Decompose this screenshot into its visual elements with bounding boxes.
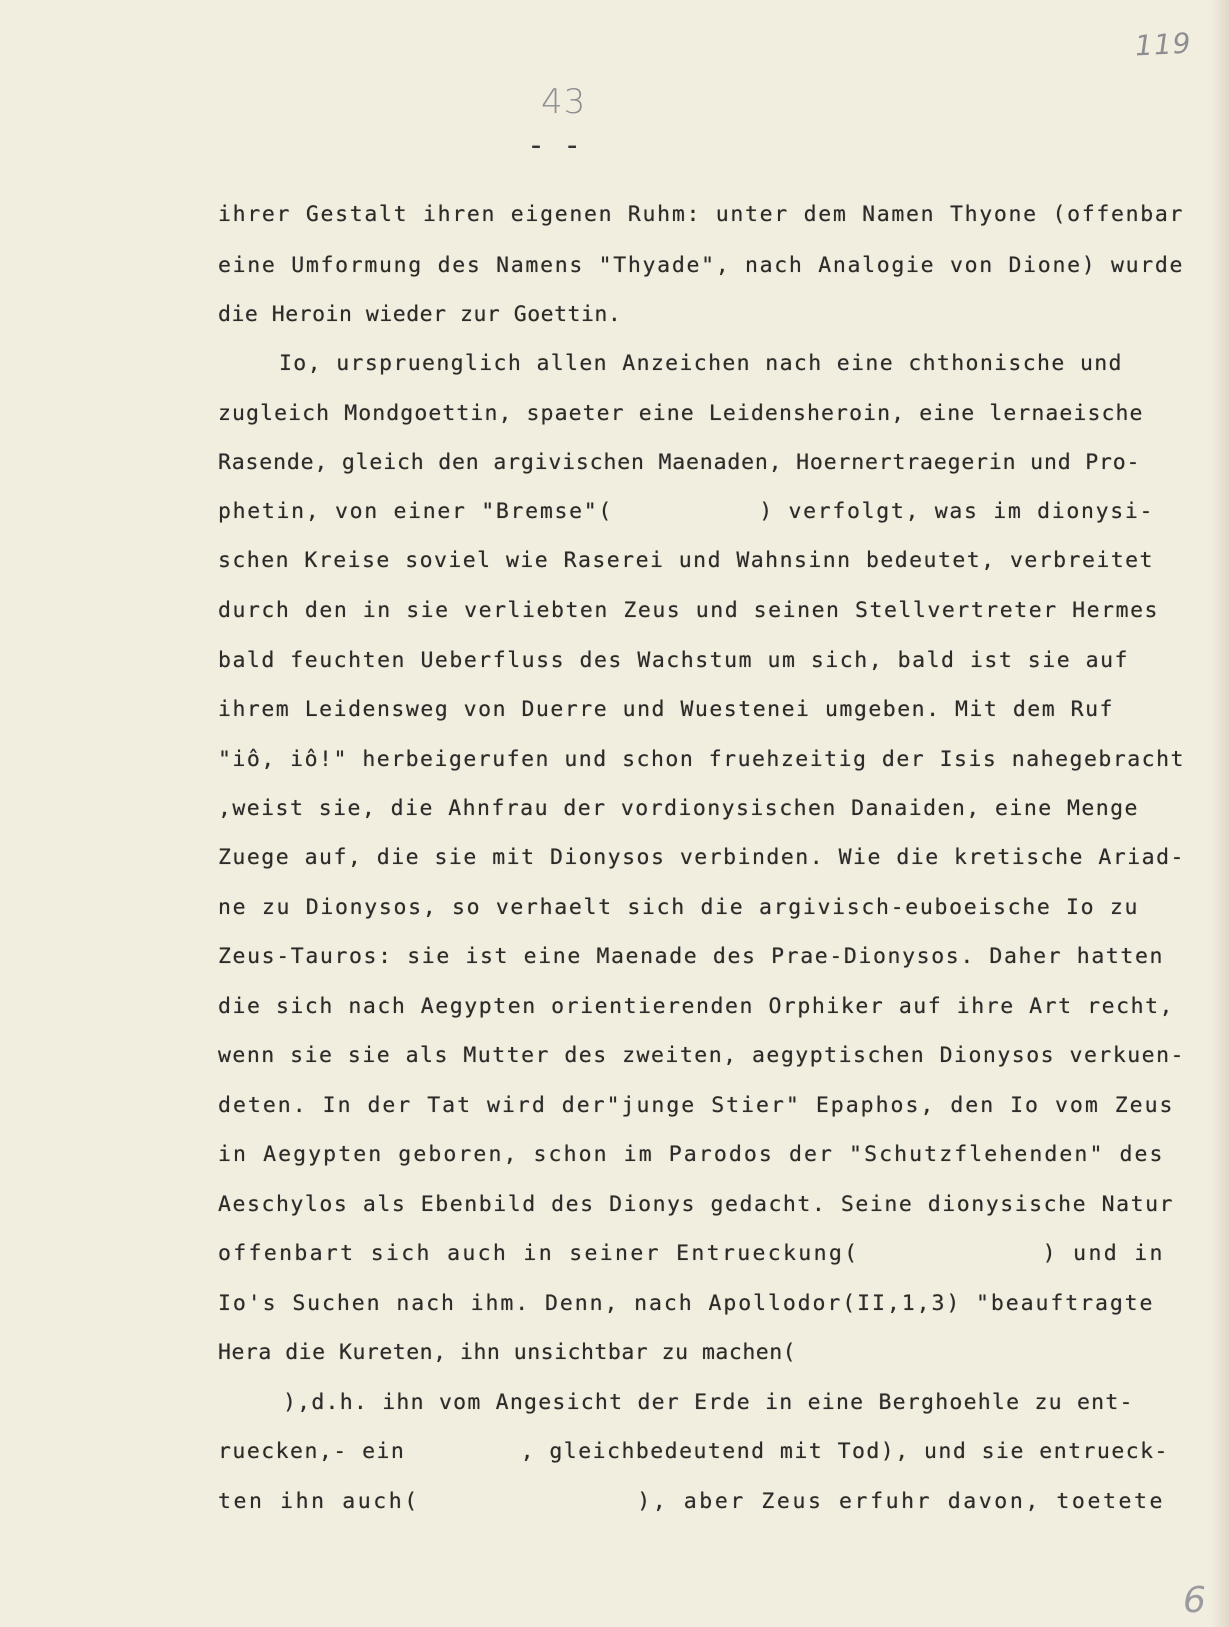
page-edge-shadow — [1211, 0, 1229, 1627]
text-line: wenn sie sie als Mutter des zweiten, aegyptischen Dionysos verkuen- — [218, 1043, 1185, 1068]
text-line: Io's Suchen nach ihm. Denn, nach Apollodor(II,1,3) "beauftragte — [218, 1291, 1155, 1316]
text-line: die sich nach Aegypten orientierenden Orphiker auf ihre Art recht, — [218, 994, 1175, 1019]
text-line: Hera die Kureten, ihn unsichtbar zu machen( — [218, 1340, 797, 1365]
text-line: zugleich Mondgoettin, spaeter eine Leidensheroin, eine lernaeische — [218, 401, 1144, 426]
text-line: durch den in sie verliebten Zeus und seinen Stellvertreter Hermes — [218, 598, 1160, 623]
text-line: Rasende, gleich den argivischen Maenaden, Hoernertraegerin und Pro- — [218, 450, 1141, 475]
page-number-handwritten: 43 — [541, 82, 587, 122]
page-number-dashes: - - — [527, 128, 582, 163]
text-line: ruecken,- ein , gleichbedeutend mit Tod), und sie entrueck- — [218, 1439, 1169, 1464]
text-line: offenbart sich auch in seiner Entrueckung( ) und in — [218, 1241, 1165, 1266]
text-line: ihrer Gestalt ihren eigenen Ruhm: unter dem Namen Thyone (offenbar — [218, 202, 1185, 227]
text-line: ,weist sie, die Ahnfrau der vordionysischen Danaiden, eine Menge — [218, 796, 1139, 821]
text-line: Zuege auf, die sie mit Dionysos verbinden. Wie die kretische Ariad- — [218, 845, 1185, 870]
text-line: Io, urspruenglich allen Anzeichen nach eine chthonische und — [279, 351, 1123, 376]
text-line: ihrem Leidensweg von Duerre und Wuestenei umgeben. Mit dem Ruf — [218, 697, 1114, 722]
bottom-margin-mark: 6 — [1183, 1580, 1207, 1621]
text-line: schen Kreise soviel wie Raserei und Wahnsinn bedeutet, verbreitet — [218, 548, 1154, 573]
text-line: Aeschylos als Ebenbild des Dionys gedacht. Seine dionysische Natur — [218, 1192, 1175, 1217]
text-line: eine Umformung des Namens "Thyade", nach Analogie von Dione) wurde — [218, 253, 1185, 278]
text-line: ),d.h. ihn vom Angesicht der Erde in eine Berghoehle zu ent- — [283, 1390, 1134, 1415]
text-line: deten. In der Tat wird der"junge Stier" Epaphos, den Io vom Zeus — [218, 1093, 1175, 1118]
text-line: in Aegypten geboren, schon im Parodos der "Schutzflehenden" des — [218, 1142, 1165, 1167]
text-line: ne zu Dionysos, so verhaelt sich die argivisch-euboeische Io zu — [218, 895, 1140, 920]
archive-number-handwritten: 119 — [1134, 26, 1193, 63]
text-line: ten ihn auch( ), aber Zeus erfuhr davon, toetete — [218, 1489, 1166, 1514]
text-line: phetin, von einer "Bremse"( ) verfolgt, was im dionysi- — [218, 499, 1155, 524]
text-line: Zeus-Tauros: sie ist eine Maenade des Prae-Dionysos. Daher hatten — [218, 944, 1165, 969]
text-line: die Heroin wieder zur Goettin. — [218, 302, 622, 327]
text-line: bald feuchten Ueberfluss des Wachstum um sich, bald ist sie auf — [218, 648, 1130, 673]
text-line: "iô, iô!" herbeigerufen und schon fruehzeitig der Isis nahegebracht — [218, 747, 1185, 772]
